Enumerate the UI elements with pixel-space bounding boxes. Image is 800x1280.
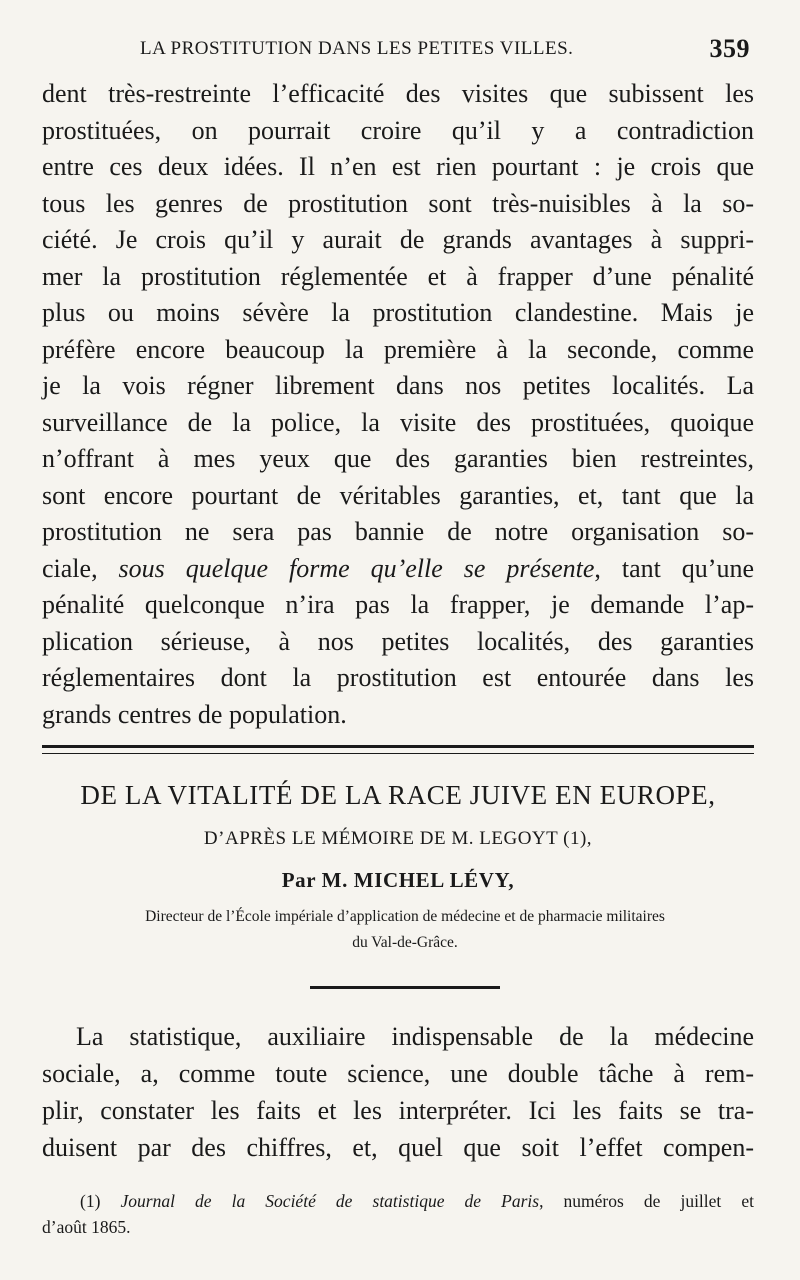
footnote [42,1188,754,1240]
title-rule [310,986,500,989]
text-run: ciale, [42,553,119,583]
text-line: plir, constater les faits et les interpréter. Ici les faits se tra- [42,1096,754,1125]
text-line: sociale, a, comme toute science, une double tâche à rem- [42,1059,754,1088]
text-line: n’offrant à mes yeux que des garanties bien restreintes, [42,444,754,473]
text-line: prostituées, on pourrait croire qu’il y a contradiction [42,115,754,145]
running-header [140,34,750,68]
text-line: mer la prostitution réglementée et à frapper d’une pénalité [42,261,754,291]
footnote-line: d’août 1865. [42,1217,131,1237]
affiliation-line: du Val-de-Grâce. [352,934,458,951]
footnote-line [42,1188,754,1214]
text-line: duisent par des chiffres, et, quel que soit l’effet compen- [42,1133,754,1162]
text-line: La statistique, auxiliaire indispensable de la médecine [76,1022,754,1051]
text-line: préfère encore beaucoup la première à la seconde, comme [42,334,754,364]
text-line: grands centres de population. [42,699,347,729]
text-line: entre ces deux idées. Il n’en est rien pourtant : je crois que [42,152,754,181]
text-line-with-italic [42,551,754,588]
article-author: Par M. MICHEL LÉVY, [281,868,515,892]
text-run: , tant qu’une [594,553,755,583]
text-line: plication sérieuse, à nos petites localités, des garanties [42,626,754,656]
section-divider-thick [42,745,754,748]
author-affiliation [60,904,750,956]
text-line: je la vois régner librement dans nos petites localités. La [42,371,754,400]
text-line: plus ou moins sévère la prostitution clandestine. Mais je [42,298,754,327]
footnote-journal: Journal de la Société de statistique de Paris [120,1191,540,1211]
article-subtitle: D’APRÈS LE MÉMOIRE DE M. LEGOYT (1), [203,828,593,849]
italic-phrase: sous quelque forme qu’elle se présente [118,553,595,583]
text-line: sont encore pourtant de véritables garanties, et, tant que la [42,480,754,510]
page-number: 359 [709,34,750,63]
text-line: prostitution ne sera pas bannie de notre organisation so- [42,517,754,546]
text-line: pénalité quelconque n’ira pas la frapper, je demande l’ap- [42,590,754,619]
section-divider-thin [42,753,754,754]
article-opening-paragraph [42,1018,754,1166]
text-line: tous les genres de prostitution sont très-nuisibles à la so- [42,188,754,218]
text-run: , numéros de juillet et [539,1191,754,1211]
footnote-marker: (1) [80,1191,121,1211]
continued-paragraph [42,76,754,733]
affiliation-line: Directeur de l’École impériale d’application de médecine et de pharmacie militaires [145,908,665,925]
text-line: réglementaires dont la prostitution est entourée dans les [42,663,754,692]
text-line: dent très-restreinte l’efficacité des visites que subissent les [42,79,754,108]
running-title: LA PROSTITUTION DANS LES PETITES VILLES. [140,38,574,59]
text-line: ciété. Je crois qu’il y aurait de grands avantages à suppri- [42,225,754,254]
article-title: DE LA VITALITÉ DE LA RACE JUIVE EN EUROPE, [80,780,716,810]
text-line: surveillance de la police, la visite des prostituées, quoique [42,407,754,437]
